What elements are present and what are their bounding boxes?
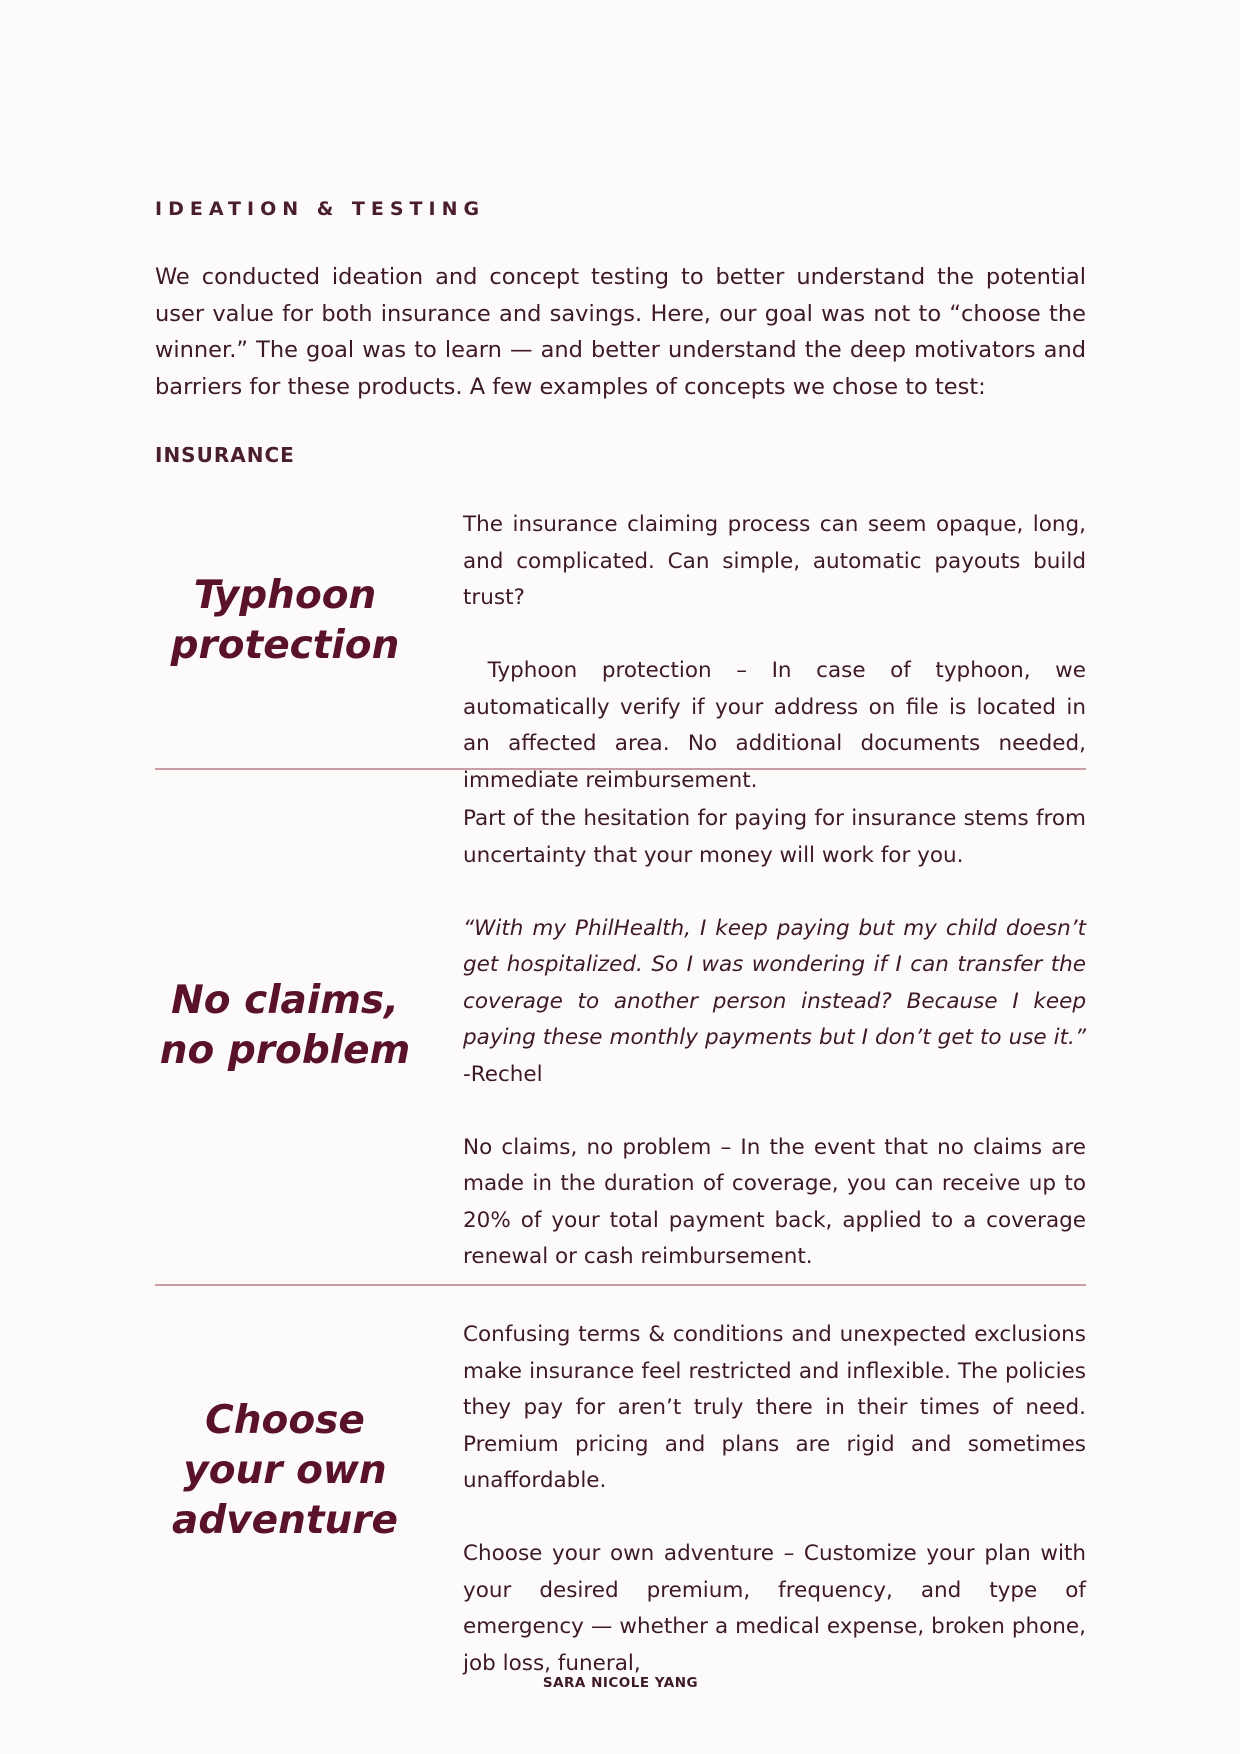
concept-title-choose-your-own-adventure <box>155 1396 415 1546</box>
quote-author: -Rechel <box>463 1061 543 1087</box>
footer-author: SARA NICOLE YANG <box>542 1675 699 1691</box>
concept-solution: No claims, no problem – In the event that no claims are made in the duration of coverage, you can receive up to 20% of your total payment back, applied to a coverage renewal or cash reimbursement. <box>463 1134 1086 1269</box>
document-page <box>155 0 1086 1754</box>
section-label: IDEATION & TESTING <box>155 198 486 220</box>
concept-problem: Confusing terms & conditions and unexpected exclusions make insurance feel restricted and inflexible. The policies they pay for aren’t truly there in their times of need. Premium pricing and plans are rigid and sometimes unaffordable. <box>463 1322 1086 1493</box>
concept-title-line: your own <box>183 1448 387 1493</box>
concept-title-no-claims <box>155 976 415 1076</box>
concept-body-typhoon-protection <box>463 507 1086 799</box>
section-divider <box>155 1284 1086 1286</box>
concept-quote-paragraph <box>463 911 1086 1094</box>
concept-body-no-claims <box>463 801 1086 1276</box>
intro-paragraph: We conducted ideation and concept testing to better understand the potential user value for both insurance and savings. Here, our goal was not to “choose the winner.” The goal was to learn — and better understand the deep motivators and barriers for these products. A few examples of concepts we chose to test: <box>155 264 1086 400</box>
section-divider <box>155 768 1086 770</box>
concept-problem: Part of the hesitation for paying for insurance stems from uncertainty that your money will work for you. <box>463 806 1086 868</box>
user-quote: “With my PhilHealth, I keep paying but my child doesn’t get hospitalized. So I was wondering if I can transfer the coverage to another person instead? Because I keep paying these monthly payments but I don’t get to use it.” <box>463 915 1086 1050</box>
concept-title-line: adventure <box>172 1498 398 1543</box>
concept-title-line: No claims, <box>171 978 399 1023</box>
concept-title-line: protection <box>170 623 400 668</box>
concept-body-choose-your-own-adventure <box>463 1317 1086 1682</box>
concept-title-line: Choose <box>205 1398 365 1443</box>
concept-problem: The insurance claiming process can seem opaque, long, and complicated. Can simple, automatic payouts build trust? <box>463 512 1086 610</box>
concept-solution: Choose your own adventure – Customize your plan with your desired premium, frequency, and type of emergency — whether a medical expense, broken phone, job loss, funeral, <box>463 1541 1086 1676</box>
concept-title-typhoon-protection <box>155 571 415 671</box>
concept-title-line: no problem <box>159 1028 411 1073</box>
concept-title-line: Typhoon <box>193 573 377 618</box>
concept-solution: Typhoon protection – In case of typhoon, we automatically verify if your address on file is located in an affected area. No additional documents needed, immediate reimbursement. <box>463 658 1086 793</box>
category-heading: INSURANCE <box>155 443 295 467</box>
